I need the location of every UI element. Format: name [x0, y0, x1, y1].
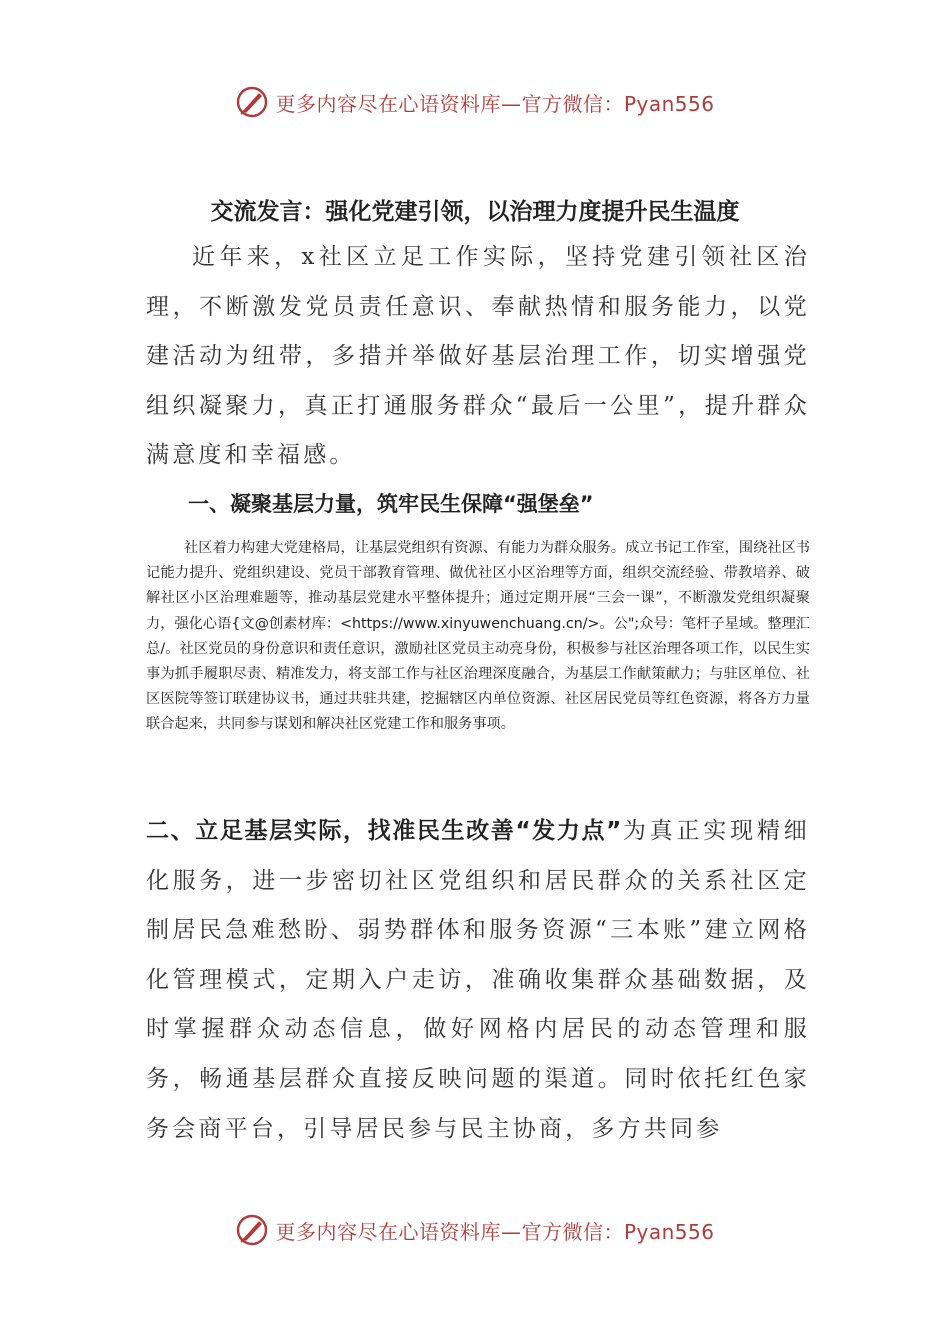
header-watermark-banner — [0, 80, 950, 124]
footer-watermark-banner — [0, 1208, 950, 1252]
intro-paragraph: 近年来，x社区立足工作实际，坚持党建引领社区治理，不断激发党员责任意识、奉献热情和服务能力，以党建活动为纽带，多措并举做好基层治理工作，切实增强党组织凝聚力，真正打通服务群众“最后一公里”，提升群众满意度和幸福感。 — [146, 244, 810, 469]
section1-paragraph: 社区着力构建大党建格局，让基层党组织有资源、有能力为群众服务。成立书记工作室，围绕社区书记能力提升、党组织建设、党员干部教育管理、做优社区小区治理等方面，组织交流经验、带教培养、破解社区小区治理难题等，推动基层党建水平整体提升；通过定期开展“三会一课”，不断激发党组织凝聚力，强化心语{文@创素材库：<https://www.xinyuwenchuang.cn/>。公";众号：笔杆子星域。整理汇总/。社区党员的身份意识和责任意识，激励社区党员主动亮身份，积极参与社区治理各项工作，以民生实事为抓手履职尽责、精准发力，将支部工作与社区治理深度融合，为基层工作献策献力；与驻区单位、社区医院等签订联建协议书，通过共驻共建，挖掘辖区内单位资源、社区居民党员等红色资源，将各方力量联合起来，共同参与谋划和解决社区党建工作和服务事项。 — [146, 540, 810, 733]
quill-seal-icon — [235, 1213, 269, 1247]
watermark-text: 更多内容尽在心语资料库—官方微信：Pyan556 — [275, 91, 715, 116]
section1-heading: 一、凝聚基层力量，筑牢民生保障“强堡垒” — [188, 492, 594, 516]
section2-heading: 二、立足基层实际，找准民生改善“发力点” — [146, 818, 623, 844]
section2-paragraph — [146, 807, 810, 1154]
quill-seal-icon — [235, 85, 269, 119]
document-title: 交流发言：强化党建引领，以治理力度提升民生温度 — [210, 199, 740, 226]
section2-body: 为真正实现精细化服务，进一步密切社区党组织和居民群众的关系社区定制居民急难愁盼、弱势群体和服务资源“三本账”建立网格化管理模式，定期入户走访，准确收集群众基础数据，及时掌握群众动态信息，做好网格内居民的动态管理和服务，畅通基层群众直接反映问题的渠道。同时依托红色家务会商平台，引导居民参与民主协商，多方共同参 — [146, 818, 810, 1142]
watermark-text: 更多内容尽在心语资料库—官方微信：Pyan556 — [275, 1219, 715, 1244]
